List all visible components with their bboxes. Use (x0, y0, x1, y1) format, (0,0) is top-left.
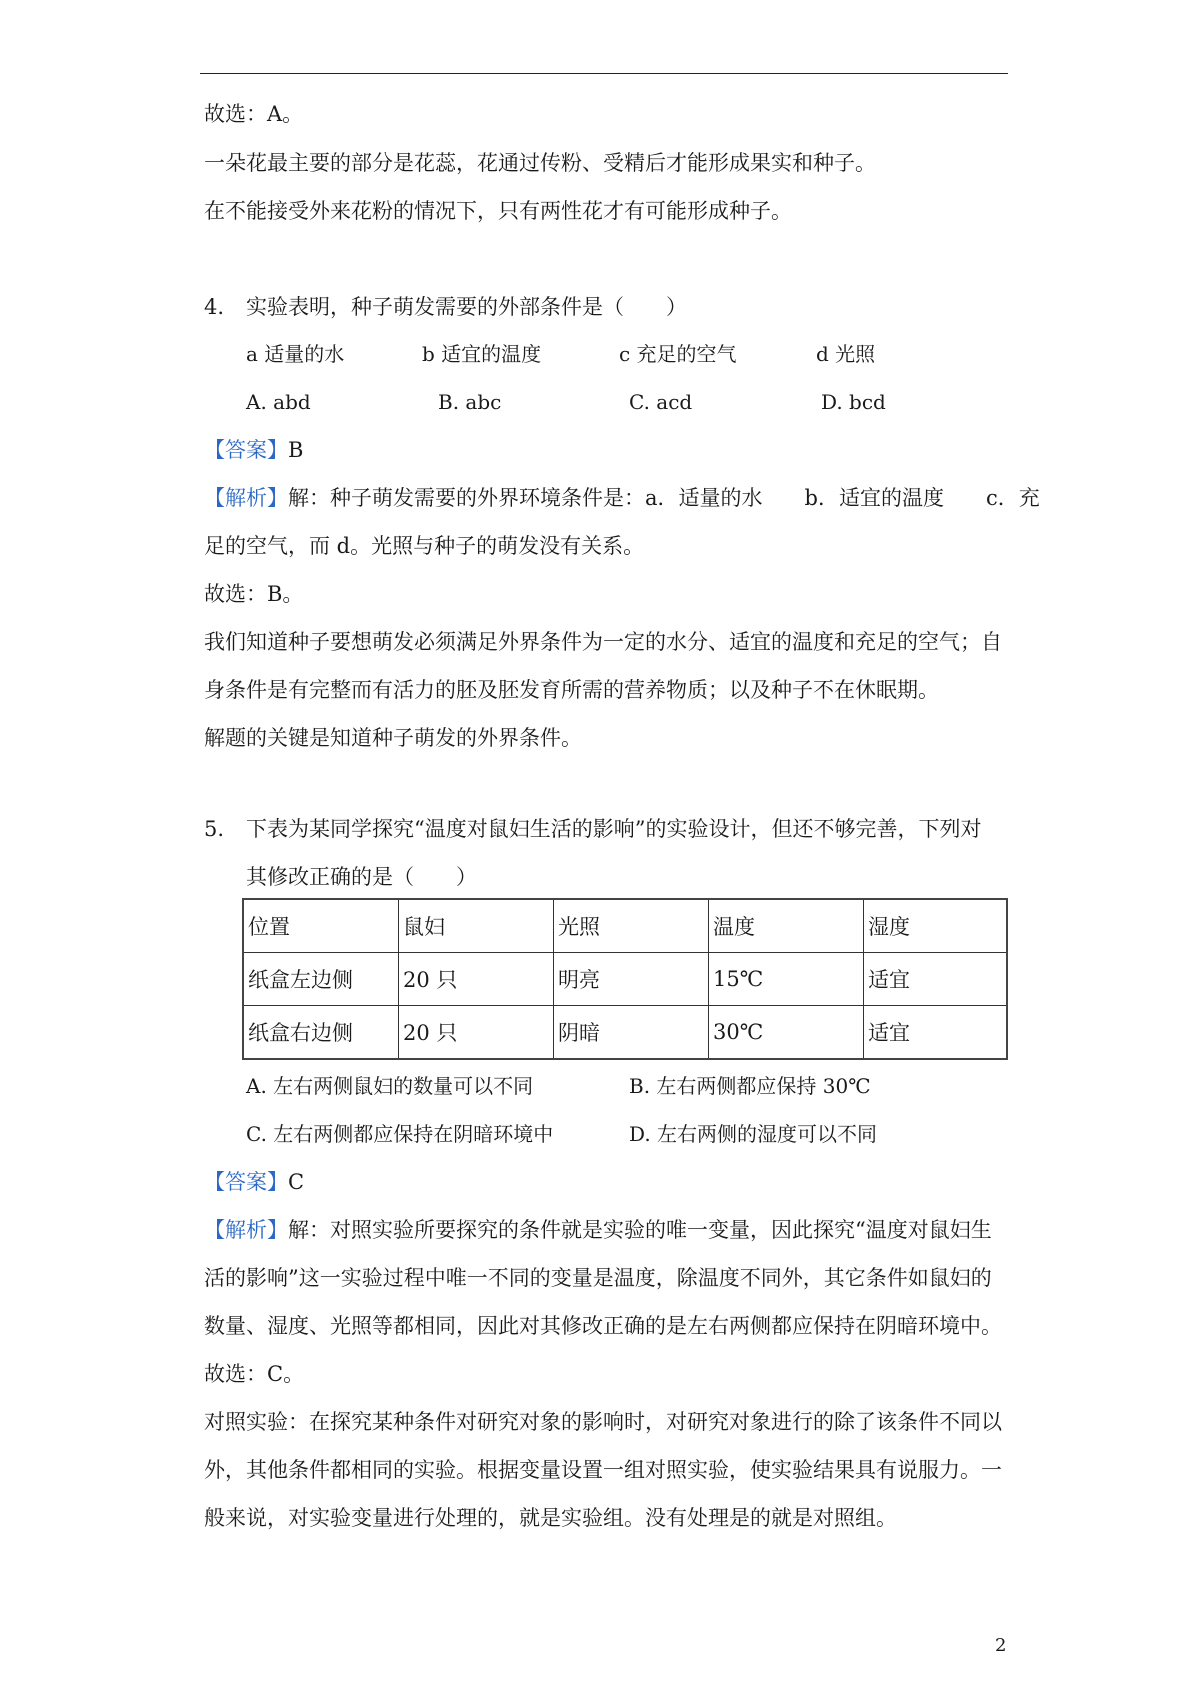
q4-stem: 实验表明，种子萌发需要的外部条件是（ ） (246, 295, 687, 319)
q4-condition-d: d 光照 (816, 342, 876, 366)
table-header-cell: 位置 (243, 899, 399, 953)
q4-analysis-line-1 (204, 484, 1040, 512)
q5-analysis-label: 【解析】 (204, 1218, 288, 1242)
table-cell: 20 只 (399, 953, 554, 1006)
q5-note-3: 般来说，对实验变量进行处理的，就是实验组。没有处理是的就是对照组。 (204, 1506, 897, 1530)
header-rule (200, 73, 1008, 74)
q4-note-3: 解题的关键是知道种子萌发的外界条件。 (204, 726, 582, 750)
table-cell: 30℃ (709, 1006, 864, 1060)
table-row (243, 1006, 1007, 1060)
q5-note-1: 对照实验：在探究某种条件对研究对象的影响时，对研究对象进行的除了该条件不同以 (204, 1410, 1002, 1434)
q4-option-d: D. bcd (821, 390, 886, 414)
q5-analysis-line-3: 数量、湿度、光照等都相同，因此对其修改正确的是左右两侧都应保持在阴暗环境中。 (204, 1314, 1002, 1338)
q4-condition-c: c 充足的空气 (619, 342, 737, 366)
q4-analysis-line-2: 足的空气，而 d。光照与种子的萌发没有关系。 (204, 534, 645, 558)
q4-answer-label: 【答案】 (204, 438, 288, 462)
page-number: 2 (995, 1635, 1007, 1656)
q5-option-a: A. 左右两侧鼠妇的数量可以不同 (246, 1074, 534, 1098)
q5-analysis-line-2: 活的影响”这一实验过程中唯一不同的变量是温度，除温度不同外，其它条件如鼠妇的 (204, 1266, 992, 1290)
q5-answer-value: C (288, 1170, 305, 1194)
table-cell: 明亮 (554, 953, 709, 1006)
q4-condition-b: b 适宜的温度 (422, 342, 542, 366)
q5-analysis-line-1 (204, 1216, 992, 1244)
q5-option-c: C. 左右两侧都应保持在阴暗环境中 (246, 1122, 554, 1146)
q4-option-b: B. abc (438, 390, 502, 414)
table-cell: 适宜 (864, 953, 1008, 1006)
table-header-cell: 湿度 (864, 899, 1008, 953)
table-header-cell: 光照 (554, 899, 709, 953)
table-cell: 阴暗 (554, 1006, 709, 1060)
q4-conclusion: 故选：B。 (204, 582, 304, 606)
q5-option-d: D. 左右两侧的湿度可以不同 (629, 1122, 878, 1146)
q4-note-1: 我们知道种子要想萌发必须满足外界条件为一定的水分、适宜的温度和充足的空气；自 (204, 630, 1002, 654)
table-header-row (243, 899, 1007, 953)
table-header-cell: 鼠妇 (399, 899, 554, 953)
q4-note-2: 身条件是有完整而有活力的胚及胚发育所需的营养物质；以及种子不在休眠期。 (204, 678, 939, 702)
q4-option-a: A. abd (246, 390, 311, 414)
table-row (243, 953, 1007, 1006)
q4-answer (204, 436, 303, 464)
q4-number: 4. (204, 295, 225, 319)
q5-number: 5. (204, 817, 225, 841)
q5-answer-label: 【答案】 (204, 1170, 288, 1194)
q5-analysis-text-1: 解：对照实验所要探究的条件就是实验的唯一变量，因此探究“温度对鼠妇生 (288, 1218, 992, 1242)
q4-option-c: C. acd (629, 390, 693, 414)
q5-note-2: 外，其他条件都相同的实验。根据变量设置一组对照实验，使实验结果具有说服力。一 (204, 1458, 1002, 1482)
prev-conclusion: 故选：A。 (204, 102, 304, 126)
table-cell: 20 只 (399, 1006, 554, 1060)
q4-answer-value: B (288, 438, 304, 462)
q5-answer (204, 1168, 304, 1196)
table-cell: 纸盒左边侧 (243, 953, 399, 1006)
experiment-table (242, 898, 1008, 1060)
q5-option-b: B. 左右两侧都应保持 30℃ (629, 1074, 871, 1098)
q4-analysis-label: 【解析】 (204, 486, 288, 510)
q5-conclusion: 故选：C。 (204, 1362, 305, 1386)
table-cell: 纸盒右边侧 (243, 1006, 399, 1060)
table-cell: 15℃ (709, 953, 864, 1006)
table-cell: 适宜 (864, 1006, 1008, 1060)
prev-note-2: 在不能接受外来花粉的情况下，只有两性花才有可能形成种子。 (204, 199, 792, 223)
prev-note-1: 一朵花最主要的部分是花蕊，花通过传粉、受精后才能形成果实和种子。 (204, 151, 876, 175)
table-header-cell: 温度 (709, 899, 864, 953)
q5-stem-2: 其修改正确的是（ ） (246, 865, 477, 889)
q5-stem-1: 下表为某同学探究“温度对鼠妇生活的影响”的实验设计，但还不够完善，下列对 (246, 817, 982, 841)
q4-analysis-text-1: 解：种子萌发需要的外界环境条件是：a．适量的水 b．适宜的温度 c．充 (288, 486, 1040, 510)
q4-condition-a: a 适量的水 (246, 342, 345, 366)
